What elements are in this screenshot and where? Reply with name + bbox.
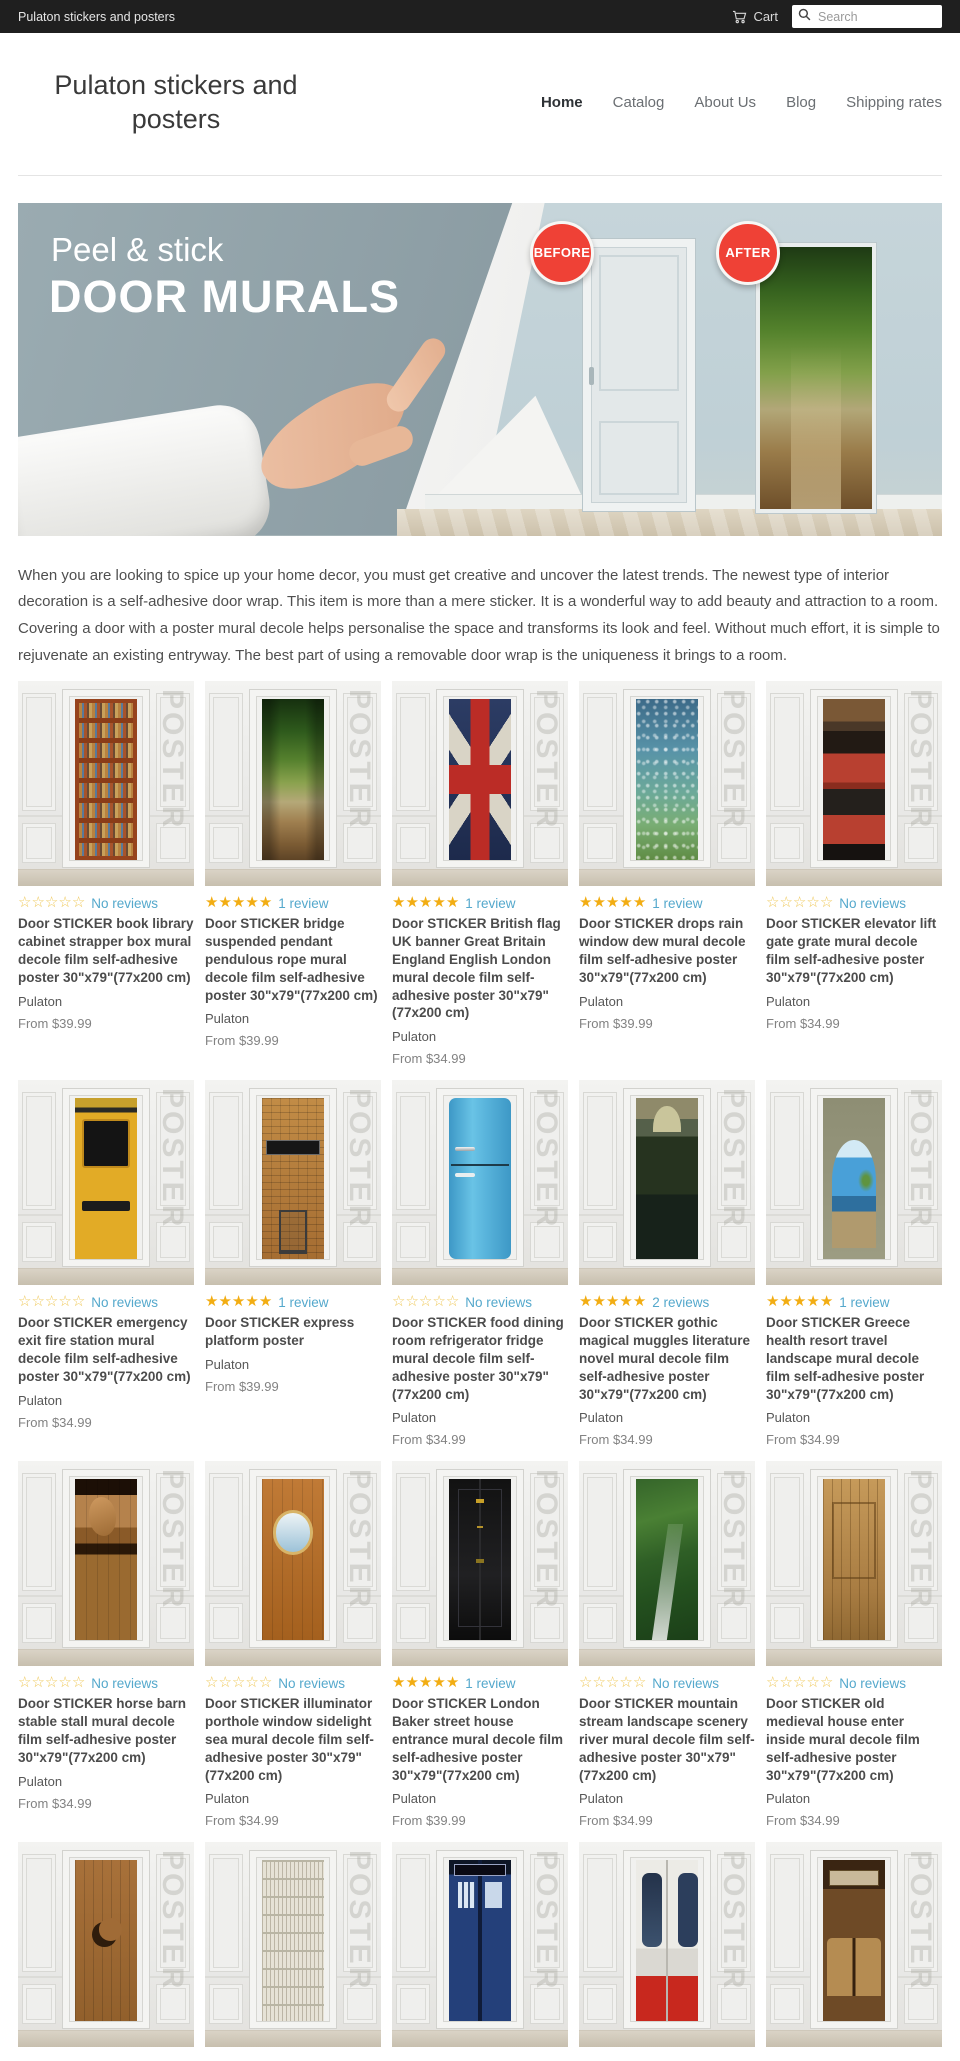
product-price: From $39.99 [205, 1033, 279, 1049]
star-icon: ☆ [18, 1674, 32, 1692]
star-icon: ☆ [58, 1293, 72, 1311]
star-icon: ☆ [31, 1674, 45, 1692]
star-rating [766, 894, 833, 912]
star-icon: ☆ [592, 1674, 606, 1692]
reviews-link[interactable]: No reviews [652, 1675, 720, 1691]
star-icon: ★ [218, 1293, 232, 1311]
star-icon: ☆ [632, 1674, 647, 1692]
product-image[interactable] [392, 681, 568, 886]
product-vendor: Pulaton [392, 1791, 437, 1807]
poster-watermark: POSTER [717, 1088, 750, 1230]
product-vendor: Pulaton [579, 1410, 624, 1426]
cart-icon [732, 10, 747, 24]
product-vendor: Pulaton [205, 1011, 250, 1027]
product-image[interactable] [205, 681, 381, 886]
star-icon: ☆ [231, 1674, 246, 1692]
star-icon: ★ [579, 1293, 593, 1311]
rating-row [766, 1674, 942, 1692]
product-card [766, 1461, 942, 1828]
product-image[interactable] [205, 1080, 381, 1285]
star-icon: ☆ [18, 1293, 32, 1311]
star-icon: ☆ [792, 894, 807, 912]
door-mural-image [75, 1860, 137, 2021]
door-mural-image [823, 1860, 885, 2021]
star-icon: ★ [632, 1293, 647, 1311]
star-icon: ★ [579, 894, 593, 912]
star-icon: ★ [418, 894, 433, 912]
star-icon: ☆ [418, 1293, 433, 1311]
product-card [766, 1080, 942, 1447]
poster-watermark: POSTER [530, 689, 563, 831]
product-image[interactable] [766, 1080, 942, 1285]
star-icon: ★ [819, 1293, 834, 1311]
product-card [18, 681, 194, 1066]
reviews-link[interactable]: No reviews [839, 1675, 907, 1691]
tile-floor [18, 2030, 194, 2047]
site-title[interactable]: Pulaton stickers and posters [54, 70, 298, 134]
reviews-link[interactable]: No reviews [91, 1675, 159, 1691]
star-icon: ★ [592, 894, 606, 912]
star-rating [766, 1293, 833, 1311]
star-icon: ☆ [44, 1674, 59, 1692]
poster-watermark: POSTER [343, 689, 376, 831]
product-card [579, 1461, 755, 1828]
product-price: From $34.99 [579, 1432, 653, 1448]
door-mural-image [75, 1098, 137, 1259]
nav-catalog[interactable]: Catalog [612, 94, 665, 112]
star-rating [18, 1674, 85, 1692]
poster-watermark: POSTER [343, 1469, 376, 1611]
star-icon: ☆ [792, 1674, 807, 1692]
rating-row [392, 1674, 568, 1692]
reviews-link[interactable]: 1 review [839, 1294, 890, 1310]
reviews-link[interactable]: No reviews [465, 1294, 533, 1310]
star-rating [205, 1674, 272, 1692]
tile-floor [205, 1649, 381, 1666]
product-vendor: Pulaton [766, 1410, 811, 1426]
rating-row [18, 894, 194, 912]
product-image[interactable] [766, 1842, 942, 2047]
tile-floor [18, 1268, 194, 1285]
star-icon: ★ [245, 894, 259, 912]
star-rating [766, 1674, 833, 1692]
star-icon: ★ [445, 894, 460, 912]
poster-watermark: POSTER [717, 1850, 750, 1992]
product-price: From $34.99 [766, 1813, 840, 1829]
star-icon: ☆ [18, 894, 32, 912]
product-card [18, 1461, 194, 1828]
poster-watermark: POSTER [530, 1850, 563, 1992]
tile-floor [205, 869, 381, 886]
product-image[interactable] [18, 1842, 194, 2047]
reviews-link[interactable]: 1 review [652, 895, 703, 911]
tile-floor [766, 1268, 942, 1285]
product-vendor: Pulaton [18, 1773, 63, 1789]
star-icon: ☆ [71, 1674, 86, 1692]
door-mural-image [636, 1860, 698, 2021]
door-mural-image [823, 1479, 885, 1640]
product-vendor: Pulaton [18, 993, 63, 1009]
product-image[interactable] [392, 1080, 568, 1285]
product-price: From $39.99 [205, 1378, 279, 1394]
star-icon: ★ [231, 894, 246, 912]
star-icon: ☆ [71, 1293, 86, 1311]
product-title[interactable]: Door STICKER express platform poster [205, 1315, 355, 1349]
star-icon: ★ [205, 894, 219, 912]
star-icon: ☆ [205, 1674, 219, 1692]
reviews-link[interactable]: 1 review [278, 1294, 329, 1310]
product-title[interactable]: Door STICKER elevator lift gate grate mural decole film self-adhesive poster 30"x79"(77x200 cm) [766, 916, 937, 985]
product-vendor: Pulaton [766, 993, 811, 1009]
tile-floor [18, 1649, 194, 1666]
product-title[interactable]: Door STICKER Greece health resort travel landscape mural decole film self-adhesive poster 30"x79"(77x200 cm) [766, 1315, 925, 1402]
star-icon: ★ [258, 1293, 273, 1311]
cart-link[interactable] [732, 9, 778, 24]
hero-banner[interactable] [18, 203, 942, 536]
nav-about-us[interactable]: About Us [694, 94, 757, 112]
tile-floor [392, 869, 568, 886]
rating-row [766, 1293, 942, 1311]
rating-row [18, 1293, 194, 1311]
star-icon: ★ [619, 1293, 633, 1311]
tile-floor [18, 869, 194, 886]
star-icon: ★ [231, 1293, 246, 1311]
star-icon: ★ [592, 1293, 606, 1311]
star-icon: ☆ [218, 1674, 232, 1692]
product-image[interactable] [18, 681, 194, 886]
reviews-link[interactable]: 1 review [465, 895, 516, 911]
product-vendor: Pulaton [205, 1791, 250, 1807]
star-icon: ★ [779, 1293, 793, 1311]
star-icon: ★ [445, 1674, 460, 1692]
door-mural-image [75, 1479, 137, 1640]
product-title[interactable]: Door STICKER London Baker street house entrance mural decole film self-adhesive poster 30"x79"(77x200 cm) [392, 1696, 564, 1783]
star-icon: ☆ [31, 894, 45, 912]
star-icon: ★ [405, 894, 419, 912]
star-icon: ☆ [779, 894, 793, 912]
star-icon: ☆ [432, 1293, 446, 1311]
tile-floor [392, 1649, 568, 1666]
door-mural-image [636, 1479, 698, 1640]
hero-tagline: Peel & stick [51, 230, 224, 268]
tile-floor [392, 1268, 568, 1285]
poster-watermark: POSTER [904, 1850, 937, 1992]
star-icon: ☆ [405, 1293, 419, 1311]
star-rating [18, 894, 85, 912]
product-image[interactable] [579, 1842, 755, 2047]
rating-row [205, 1674, 381, 1692]
product-card [579, 1080, 755, 1447]
search-input[interactable] [816, 9, 936, 25]
star-icon: ★ [205, 1293, 219, 1311]
product-card [205, 1080, 381, 1447]
poster-watermark: POSTER [343, 1850, 376, 1992]
rating-row [18, 1674, 194, 1692]
star-icon: ☆ [44, 894, 59, 912]
hero-floor [397, 509, 942, 536]
nav-home[interactable]: Home [540, 94, 583, 112]
product-title[interactable]: Door STICKER illuminator porthole window sidelight sea mural decole film self-adhesive poster 30"x79" (77x200 cm) [205, 1696, 374, 1783]
star-icon: ☆ [779, 1674, 793, 1692]
star-icon: ★ [432, 1674, 446, 1692]
rating-row [205, 1293, 381, 1311]
poster-watermark: POSTER [530, 1088, 563, 1230]
after-badge: AFTER [716, 221, 780, 285]
star-icon: ☆ [619, 1674, 633, 1692]
poster-watermark: POSTER [343, 1088, 376, 1230]
top-bar [0, 0, 960, 33]
reviews-link[interactable]: 2 reviews [652, 1294, 710, 1310]
star-icon: ☆ [71, 894, 86, 912]
product-vendor: Pulaton [579, 1791, 624, 1807]
reviews-link[interactable]: No reviews [839, 895, 907, 911]
product-image[interactable] [579, 1080, 755, 1285]
star-rating [392, 1674, 459, 1692]
tile-floor [579, 1649, 755, 1666]
product-price: From $34.99 [205, 1813, 279, 1829]
star-icon: ★ [218, 894, 232, 912]
star-icon: ☆ [605, 1674, 620, 1692]
product-image[interactable] [766, 1461, 942, 1666]
rating-row [205, 894, 381, 912]
product-card [766, 681, 942, 1066]
product-price: From $34.99 [579, 1813, 653, 1829]
product-price: From $34.99 [18, 1414, 92, 1430]
star-icon: ☆ [31, 1293, 45, 1311]
poster-watermark: POSTER [156, 1850, 189, 1992]
rating-row [579, 1674, 755, 1692]
star-rating [392, 894, 459, 912]
poster-watermark: POSTER [904, 689, 937, 831]
header [18, 33, 942, 176]
star-icon: ★ [432, 894, 446, 912]
product-card [205, 1461, 381, 1828]
door-mural-image [823, 699, 885, 860]
product-card [392, 1080, 568, 1447]
star-icon: ☆ [58, 1674, 72, 1692]
product-title[interactable]: Door STICKER drops rain window dew mural decole film self-adhesive poster 30"x79"(77x200 cm) [579, 916, 746, 985]
hero-mural-door [760, 247, 872, 509]
search-box[interactable] [792, 5, 942, 28]
star-rating [18, 1293, 85, 1311]
tile-floor [205, 1268, 381, 1285]
product-title[interactable]: Door STICKER book library cabinet strapper box mural decole film self-adhesive poster 30"x79"(77x200 cm) [18, 916, 194, 985]
poster-watermark: POSTER [156, 1088, 189, 1230]
door-mural-image [262, 1860, 324, 2021]
rating-row [392, 894, 568, 912]
star-icon: ★ [806, 1293, 820, 1311]
product-card [766, 1842, 942, 2047]
product-card [392, 1461, 568, 1828]
intro-paragraph: When you are looking to spice up your home decor, you must get creative and uncover the latest trends. The newest type of interior decoration is a self-adhesive door wrap. This item is more than a mere sticker. It is a wonderful way to add beauty and attraction to a room. Covering a door with a poster mural decole helps personalise the space and transforms its look and feel. Without much effort, it is simple to rejuvenate an existing entryway. The best part of using a removable door wrap is the uniqueness it brings to a room. [18, 566, 940, 664]
nav-shipping-rates[interactable]: Shipping rates [846, 94, 942, 112]
star-icon: ★ [792, 1293, 807, 1311]
star-icon: ★ [245, 1293, 259, 1311]
product-card [579, 1842, 755, 2047]
product-price: From $39.99 [579, 1015, 653, 1031]
product-title[interactable]: Door STICKER emergency exit fire station mural decole film self-adhesive poster 30"x79"(77x200 cm) [18, 1315, 191, 1384]
star-icon: ☆ [806, 1674, 820, 1692]
door-mural-image [262, 699, 324, 860]
product-title[interactable]: Door STICKER old medieval house enter inside mural decole film self-adhesive poster 30"x79"(77x200 cm) [766, 1696, 920, 1783]
poster-watermark: POSTER [156, 689, 189, 831]
star-icon: ☆ [766, 1674, 780, 1692]
tile-floor [579, 2030, 755, 2047]
reviews-link[interactable]: No reviews [91, 1294, 159, 1310]
tile-floor [579, 1268, 755, 1285]
star-icon: ★ [405, 1674, 419, 1692]
product-card [18, 1080, 194, 1447]
product-title[interactable]: Door STICKER British flag UK banner Great Britain England English London mural decole film self-adhesive poster 30"x79" (77x200 cm) [392, 916, 561, 1021]
star-icon: ★ [258, 894, 273, 912]
product-card [205, 681, 381, 1066]
door-mural-image [75, 699, 137, 860]
topbar-right [732, 5, 942, 28]
star-rating [579, 1293, 646, 1311]
star-icon: ★ [766, 1293, 780, 1311]
rating-row [766, 894, 942, 912]
poster-watermark: POSTER [717, 1469, 750, 1611]
product-image[interactable] [18, 1461, 194, 1666]
star-icon: ★ [418, 1674, 433, 1692]
product-card [18, 1842, 194, 2047]
rating-row [579, 894, 755, 912]
product-image[interactable] [18, 1080, 194, 1285]
star-icon: ☆ [58, 894, 72, 912]
star-icon: ★ [605, 894, 620, 912]
poster-watermark: POSTER [530, 1469, 563, 1611]
product-title[interactable]: Door STICKER mountain stream landscape scenery river mural decole film self-adhesive poster 30"x79" (77x200 cm) [579, 1696, 755, 1783]
product-price: From $34.99 [392, 1051, 466, 1067]
product-vendor: Pulaton [18, 1392, 63, 1408]
product-image[interactable] [579, 1461, 755, 1666]
product-image[interactable] [392, 1842, 568, 2047]
reviews-link[interactable]: No reviews [91, 895, 159, 911]
star-rating [392, 1293, 459, 1311]
product-grid [18, 681, 942, 2061]
product-card [392, 1842, 568, 2047]
rating-row [392, 1293, 568, 1311]
before-badge: BEFORE [530, 221, 594, 285]
product-price: From $34.99 [392, 1432, 466, 1448]
hero-plain-door [583, 239, 695, 511]
reviews-link[interactable]: 1 review [278, 895, 329, 911]
star-icon: ★ [605, 1293, 620, 1311]
star-icon: ☆ [819, 894, 834, 912]
star-rating [205, 1293, 272, 1311]
star-icon: ☆ [806, 894, 820, 912]
product-card [392, 681, 568, 1066]
star-icon: ☆ [579, 1674, 593, 1692]
product-price: From $34.99 [766, 1015, 840, 1031]
product-image[interactable] [579, 681, 755, 886]
door-mural-image [823, 1098, 885, 1259]
product-card [579, 681, 755, 1066]
star-icon: ☆ [766, 894, 780, 912]
main-nav [541, 94, 942, 111]
tile-floor [205, 2030, 381, 2047]
tile-floor [392, 2030, 568, 2047]
star-rating [579, 1674, 646, 1692]
product-image[interactable] [205, 1842, 381, 2047]
product-image[interactable] [766, 681, 942, 886]
product-price: From $34.99 [18, 1795, 92, 1811]
product-title[interactable]: Door STICKER horse barn stable stall mural decole film self-adhesive poster 30"x79"(77x200 cm) [18, 1696, 187, 1765]
star-icon: ★ [619, 894, 633, 912]
star-icon: ☆ [258, 1674, 273, 1692]
poster-watermark: POSTER [904, 1469, 937, 1611]
hero-heading: DOOR MURALS [49, 270, 400, 322]
cart-label: Cart [753, 9, 778, 24]
product-price: From $34.99 [766, 1432, 840, 1448]
star-rating [205, 894, 272, 912]
product-title[interactable]: Door STICKER bridge suspended pendant pendulous rope mural decole film self-adhesive poster 30"x79"(77x200 cm) [205, 916, 378, 1003]
door-mural-image [449, 1098, 511, 1259]
door-mural-image [449, 1860, 511, 2021]
poster-watermark: POSTER [156, 1469, 189, 1611]
product-price: From $39.99 [392, 1813, 466, 1829]
product-vendor: Pulaton [392, 1029, 437, 1045]
tile-floor [766, 2030, 942, 2047]
product-card [205, 1842, 381, 2047]
product-image[interactable] [205, 1461, 381, 1666]
star-icon: ☆ [819, 1674, 834, 1692]
star-icon: ★ [392, 1674, 406, 1692]
product-vendor: Pulaton [766, 1791, 811, 1807]
door-mural-image [262, 1479, 324, 1640]
product-title[interactable]: Door STICKER gothic magical muggles literature novel mural decole film self-adhesive poster 30"x79"(77x200 cm) [579, 1315, 751, 1402]
star-icon: ★ [392, 894, 406, 912]
star-icon: ★ [632, 894, 647, 912]
rating-row [579, 1293, 755, 1311]
product-title[interactable]: Door STICKER food dining room refrigerator fridge mural decole film self-adhesive poster 30"x79" (77x200 cm) [392, 1315, 564, 1402]
door-mural-image [636, 1098, 698, 1259]
search-icon [798, 8, 811, 26]
reviews-link[interactable]: No reviews [278, 1675, 346, 1691]
door-mural-image [449, 1479, 511, 1640]
product-image[interactable] [392, 1461, 568, 1666]
door-mural-image [636, 699, 698, 860]
star-icon: ☆ [44, 1293, 59, 1311]
poster-watermark: POSTER [904, 1088, 937, 1230]
product-vendor: Pulaton [579, 993, 624, 1009]
product-vendor: Pulaton [205, 1356, 250, 1372]
poster-watermark: POSTER [717, 689, 750, 831]
store-name: Pulaton stickers and posters [18, 9, 176, 24]
star-icon: ☆ [445, 1293, 460, 1311]
tile-floor [766, 1649, 942, 1666]
star-icon: ☆ [245, 1674, 259, 1692]
star-rating [579, 894, 646, 912]
door-mural-image [449, 699, 511, 860]
tile-floor [579, 869, 755, 886]
tile-floor [766, 869, 942, 886]
star-icon: ☆ [392, 1293, 406, 1311]
nav-blog[interactable]: Blog [786, 94, 817, 112]
product-price: From $39.99 [18, 1015, 92, 1031]
door-mural-image [262, 1098, 324, 1259]
product-vendor: Pulaton [392, 1410, 437, 1426]
reviews-link[interactable]: 1 review [465, 1675, 516, 1691]
